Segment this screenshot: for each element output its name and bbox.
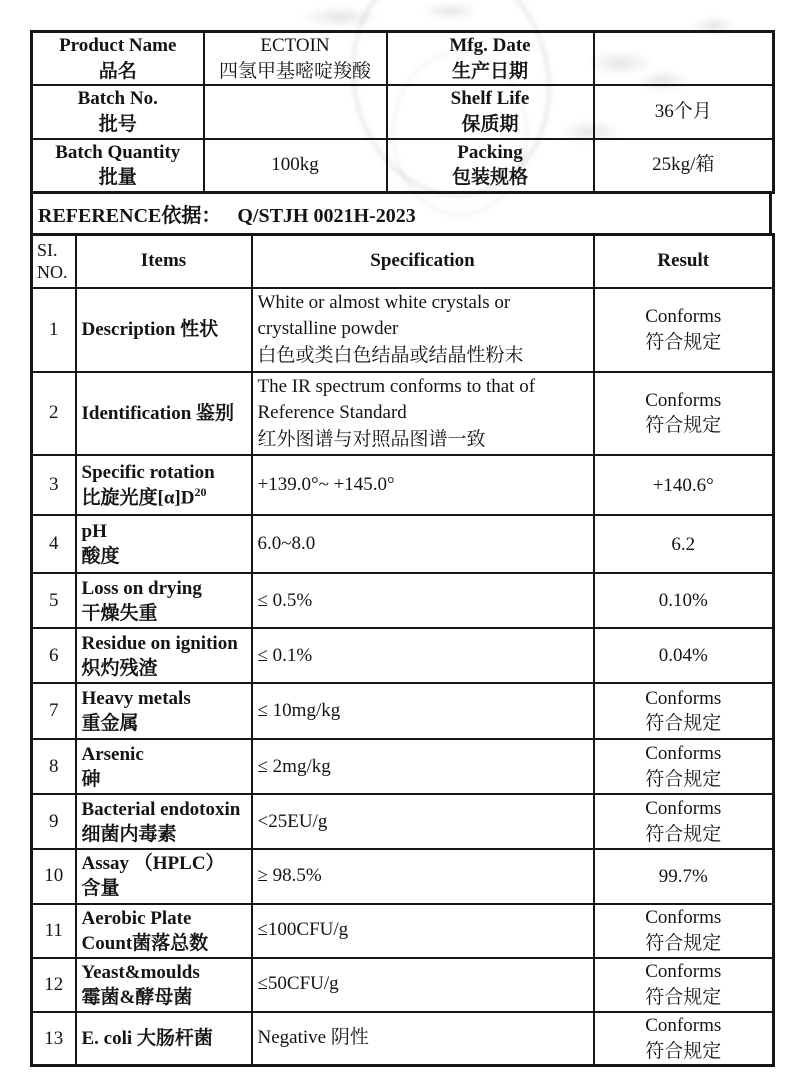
result-line: Conforms xyxy=(645,305,722,327)
table-row xyxy=(32,849,774,903)
item-line: Aerobic Plate xyxy=(81,907,192,929)
table-row xyxy=(32,85,774,138)
table-row xyxy=(32,958,774,1012)
row-number: 10 xyxy=(32,849,76,903)
label-line-en: Batch Quantity xyxy=(55,141,181,163)
product-name-label xyxy=(32,32,204,86)
label-line-en: Batch No. xyxy=(77,88,158,110)
item-line: pH xyxy=(81,521,107,543)
row-number: 2 xyxy=(32,372,76,456)
result-line: 符合规定 xyxy=(645,415,722,437)
spec-line: ≤100CFU/g xyxy=(257,919,349,941)
spec-cell xyxy=(252,628,594,683)
item-line xyxy=(82,485,249,510)
shelf-life-value: 36个月 xyxy=(594,85,774,138)
spec-cell xyxy=(252,455,594,515)
result-line: Conforms xyxy=(645,743,722,765)
result-line: 符合规定 xyxy=(645,331,722,353)
batch-no-label xyxy=(32,85,204,138)
item-cell xyxy=(76,573,252,628)
spec-line: ≤ 10mg/kg xyxy=(257,700,341,722)
table-row xyxy=(32,683,774,739)
result-cell xyxy=(594,904,774,958)
item-cell xyxy=(76,958,252,1012)
item-line: Loss on drying xyxy=(81,577,202,599)
spec-line: Negative 阴性 xyxy=(257,1027,369,1049)
table-row xyxy=(32,193,771,235)
certificate-tables xyxy=(30,30,772,1067)
row-number: 1 xyxy=(32,288,76,372)
packing-label xyxy=(387,139,594,193)
result-line: 符合规定 xyxy=(645,932,722,954)
batch-quantity-label xyxy=(32,139,204,193)
item-cell xyxy=(76,739,252,794)
item-line: Assay （HPLC） xyxy=(81,853,225,875)
result-line: Conforms xyxy=(645,798,722,820)
item-cell xyxy=(76,794,252,849)
label-line-zh: 生产日期 xyxy=(451,60,528,82)
label-line-zh: 批号 xyxy=(98,113,137,135)
product-info-table xyxy=(30,30,775,194)
item-base-text: 比旋光度[α]D xyxy=(81,487,195,509)
row-number: 8 xyxy=(32,739,76,794)
item-line: 重金属 xyxy=(81,713,139,735)
result-cell xyxy=(594,1012,774,1066)
spec-cell xyxy=(252,739,594,794)
table-row xyxy=(32,794,774,849)
item-cell xyxy=(76,288,252,372)
row-number: 7 xyxy=(32,683,76,739)
col-header-items: Items xyxy=(76,235,252,288)
item-cell xyxy=(76,515,252,573)
label-line-zh: 批量 xyxy=(98,167,137,189)
header-line: SI. xyxy=(37,239,58,260)
table-row xyxy=(32,455,774,515)
item-line: Count菌落总数 xyxy=(81,932,209,954)
batch-quantity-value: 100kg xyxy=(204,139,387,193)
spec-cell xyxy=(252,1012,594,1066)
row-number: 5 xyxy=(32,573,76,628)
item-line: Yeast&moulds xyxy=(81,961,200,983)
table-row xyxy=(32,515,774,573)
spec-line: 白色或类白色结晶或结晶性粉末 xyxy=(257,344,524,366)
table-row xyxy=(32,32,774,86)
product-name-value xyxy=(204,32,387,86)
result-line: 0.04% xyxy=(658,645,708,667)
result-cell xyxy=(594,958,774,1012)
shelf-life-label xyxy=(387,85,594,138)
label-line-zh: 品名 xyxy=(98,60,137,82)
item-line: E. coli 大肠杆菌 xyxy=(81,1028,213,1050)
spec-line: White or almost white crystals or xyxy=(257,291,511,313)
result-line: 符合规定 xyxy=(645,986,722,1008)
result-cell xyxy=(594,372,774,456)
result-line: 6.2 xyxy=(671,533,696,555)
spec-line: Reference Standard xyxy=(257,402,407,424)
item-line: Identification 鉴别 xyxy=(81,402,235,424)
spec-line: ≥ 98.5% xyxy=(257,865,322,887)
item-cell xyxy=(76,1012,252,1066)
result-cell xyxy=(594,288,774,372)
row-number: 9 xyxy=(32,794,76,849)
value-line: 四氢甲基嘧啶羧酸 xyxy=(218,60,371,82)
specification-table xyxy=(30,233,775,1067)
item-cell xyxy=(76,904,252,958)
item-line: Residue on ignition xyxy=(81,632,238,654)
label-line-en: Packing xyxy=(457,141,523,163)
col-header-si-no xyxy=(32,235,76,288)
spec-line: ≤ 0.1% xyxy=(257,644,313,666)
result-cell xyxy=(594,628,774,683)
spec-cell xyxy=(252,958,594,1012)
row-number: 12 xyxy=(32,958,76,1012)
result-line: 符合规定 xyxy=(645,768,722,790)
item-line: 细菌内毒素 xyxy=(81,823,177,845)
table-row xyxy=(32,573,774,628)
result-cell xyxy=(594,515,774,573)
result-line: Conforms xyxy=(645,906,722,928)
spec-line: +139.0°~ +145.0° xyxy=(257,474,395,496)
row-number: 6 xyxy=(32,628,76,683)
reference-value: Q/STJH 0021H-2023 xyxy=(237,205,416,228)
result-line: 符合规定 xyxy=(645,1040,722,1062)
spec-cell xyxy=(252,794,594,849)
spec-cell xyxy=(252,372,594,456)
item-superscript: 20 xyxy=(194,485,207,500)
result-line: 符合规定 xyxy=(645,713,722,735)
result-line: Conforms xyxy=(645,1014,722,1036)
result-line: +140.6° xyxy=(652,474,714,496)
mfg-date-value xyxy=(594,32,774,86)
header-line: NO. xyxy=(37,262,68,283)
col-header-result: Result xyxy=(594,235,774,288)
spec-cell xyxy=(252,515,594,573)
item-line: Description 性状 xyxy=(81,319,219,341)
spec-line: 红外图谱与对照品图谱一致 xyxy=(257,428,486,450)
result-line: 0.10% xyxy=(658,590,708,612)
mfg-date-label xyxy=(387,32,594,86)
spec-cell xyxy=(252,849,594,903)
label-line-en: Product Name xyxy=(59,35,177,56)
reference-cell xyxy=(32,193,771,235)
item-line: Heavy metals xyxy=(81,688,191,710)
batch-no-value xyxy=(204,85,387,138)
spec-cell xyxy=(252,573,594,628)
result-line: Conforms xyxy=(645,687,722,709)
packing-value: 25kg/箱 xyxy=(594,139,774,193)
spec-line: ≤ 0.5% xyxy=(257,589,313,611)
result-line: 符合规定 xyxy=(645,823,722,845)
reference-label: REFERENCE依据： xyxy=(38,205,222,228)
label-line-en: Shelf Life xyxy=(450,88,530,110)
item-cell xyxy=(76,455,252,515)
spec-cell xyxy=(252,288,594,372)
row-number: 3 xyxy=(32,455,76,515)
item-line: Arsenic xyxy=(81,743,144,765)
row-number: 13 xyxy=(32,1012,76,1066)
result-cell xyxy=(594,849,774,903)
table-header-row xyxy=(32,235,774,288)
spec-line: The IR spectrum conforms to that of xyxy=(257,375,536,397)
table-row xyxy=(32,628,774,683)
result-line: Conforms xyxy=(645,961,722,983)
label-line-en: Mfg. Date xyxy=(449,35,531,56)
item-cell xyxy=(76,683,252,739)
value-line: ECTOIN xyxy=(260,35,330,56)
item-line: 霉菌&酵母菌 xyxy=(81,986,193,1008)
row-number: 11 xyxy=(32,904,76,958)
item-cell xyxy=(76,372,252,456)
result-cell xyxy=(594,683,774,739)
label-line-zh: 保质期 xyxy=(461,113,519,135)
spec-line: <25EU/g xyxy=(257,810,328,832)
item-cell xyxy=(76,628,252,683)
row-number: 4 xyxy=(32,515,76,573)
label-line-zh: 包装规格 xyxy=(451,167,528,189)
spec-line: 6.0~8.0 xyxy=(257,533,316,555)
spec-line: crystalline powder xyxy=(257,318,399,340)
table-row xyxy=(32,288,774,372)
table-row xyxy=(32,1012,774,1066)
item-line: Bacterial endotoxin xyxy=(81,798,241,820)
item-line: Specific rotation xyxy=(81,462,215,484)
result-cell xyxy=(594,794,774,849)
table-row xyxy=(32,739,774,794)
result-cell xyxy=(594,455,774,515)
item-line: 炽灼残渣 xyxy=(81,657,158,679)
table-row xyxy=(32,904,774,958)
reference-bar xyxy=(30,191,772,236)
result-line: Conforms xyxy=(645,389,722,411)
table-row xyxy=(32,139,774,193)
item-line: 砷 xyxy=(81,768,101,790)
spec-line: ≤50CFU/g xyxy=(257,973,339,995)
item-line: 含量 xyxy=(81,878,120,900)
ink-smudge xyxy=(300,6,380,28)
result-line: 99.7% xyxy=(658,865,708,887)
col-header-specification: Specification xyxy=(252,235,594,288)
spec-cell xyxy=(252,904,594,958)
spec-cell xyxy=(252,683,594,739)
result-cell xyxy=(594,573,774,628)
item-line: 干燥失重 xyxy=(81,602,158,624)
item-line: 酸度 xyxy=(81,546,120,568)
item-cell xyxy=(76,849,252,903)
spec-line: ≤ 2mg/kg xyxy=(257,755,331,777)
table-row xyxy=(32,372,774,456)
ink-smudge xyxy=(420,2,480,20)
result-cell xyxy=(594,739,774,794)
